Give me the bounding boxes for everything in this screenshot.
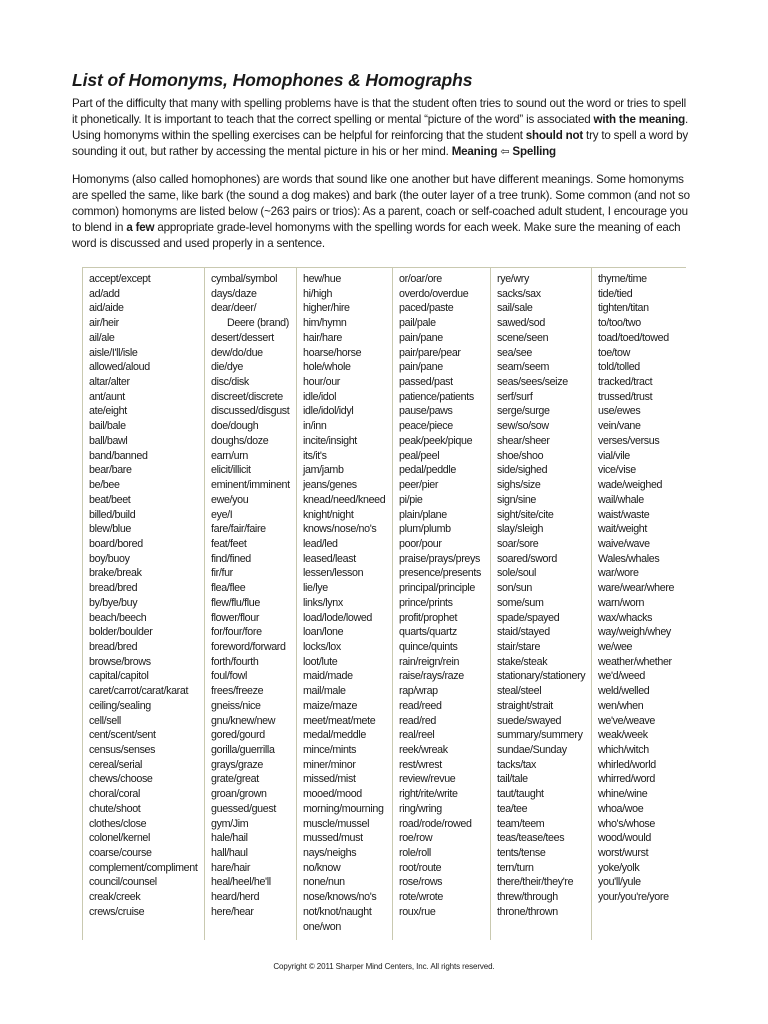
word-column-5: [491, 268, 592, 940]
homonym-entry: sew/so/sow: [497, 420, 549, 433]
homonym-entry: roux/rue: [399, 905, 436, 918]
homonym-entry: thyme/time: [598, 273, 647, 285]
homonym-entry: teas/tease/tees: [497, 832, 565, 845]
homonym-entry: knows/nose/no's: [303, 523, 377, 536]
homonym-entry: threw/through: [497, 891, 558, 904]
homonym-entry: choral/coral: [89, 788, 141, 801]
homonym-entry: chews/choose: [89, 773, 153, 786]
homonym-entry: hi/high: [303, 287, 333, 300]
homonym-entry: ate/eight: [89, 405, 127, 418]
homonym-entry: sighs/size: [497, 479, 541, 492]
homonym-entry: steal/steel: [497, 685, 542, 698]
homonym-entry: sacks/sax: [497, 287, 541, 300]
homonym-entry: beach/beech: [89, 611, 147, 624]
homonym-entry: worst/wurst: [598, 847, 649, 860]
homonym-entry: bolder/boulder: [89, 626, 153, 639]
homonym-entry: taut/taught: [497, 788, 544, 801]
homonym-entry: morning/mourning: [303, 802, 384, 815]
homonym-entry: we/wee: [598, 640, 633, 653]
homonym-entry: team/teem: [497, 817, 545, 830]
copyright-footer: Copyright © 2011 Sharper Mind Centers, Inc. All rights reserved.: [273, 962, 495, 971]
homonym-entry: overdo/overdue: [399, 287, 469, 300]
homonym-entry: verses/versus: [598, 434, 660, 447]
homonym-entry: suede/swayed: [497, 714, 562, 727]
homonym-entry: days/daze: [211, 287, 257, 300]
homonym-entry: spade/spayed: [497, 611, 560, 624]
intro-text-2: . Using homonyms within the spelling exercises can be helpful for reinforcing that the student: [72, 113, 689, 142]
homonym-entry: none/nun: [303, 876, 345, 889]
homonym-entry: yoke/yolk: [598, 861, 640, 874]
homonym-entry: shear/sheer: [497, 434, 550, 447]
homonym-entry: here/hear: [211, 905, 254, 918]
homonym-entry: board/bored: [89, 537, 143, 550]
homonym-entry: disc/disk: [211, 376, 249, 389]
homonym-entry: miner/minor: [303, 758, 356, 771]
homonym-entry: load/lode/lowed: [303, 611, 373, 624]
homonym-entry: weld/welled: [598, 685, 650, 698]
homonym-entry: gnu/knew/new: [211, 714, 276, 727]
homonym-entry: ball/bawl: [89, 434, 128, 447]
word-column-6: [592, 268, 686, 940]
homonym-entry: bail/bale: [89, 420, 126, 433]
homonym-entry: desert/dessert: [211, 331, 274, 344]
homonym-entry: discreet/discrete: [211, 390, 283, 403]
homonym-entry: poor/pour: [399, 537, 442, 550]
homonym-entry: one/won: [303, 920, 341, 933]
homonym-entry: peal/peel: [399, 449, 440, 462]
homonym-entry: tracked/tract: [598, 376, 653, 389]
homonym-entry: weak/week: [598, 729, 648, 742]
homonym-entry: pause/paws: [399, 405, 453, 418]
page-title: List of Homonyms, Homophones & Homographs: [72, 70, 473, 90]
homonym-entry: weather/whether: [598, 655, 672, 668]
homonym-entry: beat/beet: [89, 493, 131, 506]
homonym-entry: sight/site/cite: [497, 508, 554, 521]
homonym-entry: boy/buoy: [89, 552, 130, 565]
homonym-entry: pedal/peddle: [399, 464, 457, 477]
homonym-entry: doe/dough: [211, 420, 259, 433]
homonym-entry: maize/maze: [303, 699, 358, 712]
homonym-entry: toe/tow: [598, 346, 631, 359]
homonym-entry: meet/meat/mete: [303, 714, 376, 727]
homonym-entry: higher/hire: [303, 302, 350, 315]
homonym-entry: browse/brows: [89, 655, 151, 668]
homonym-entry: complement/compliment: [89, 861, 198, 874]
homonym-entry: census/senses: [89, 744, 156, 756]
homonym-entry: grays/graze: [211, 758, 263, 771]
homonyms-paragraph: [72, 172, 692, 252]
homonym-entry: wen/when: [598, 699, 644, 712]
homonym-entry: sea/see: [497, 346, 532, 359]
homonym-entry: we've/weave: [598, 714, 656, 727]
homonym-entry: idle/idol: [303, 390, 337, 403]
homonym-entry: soared/sword: [497, 552, 557, 565]
homonym-entry: heard/herd: [211, 891, 260, 904]
homonym-entry: road/rode/rowed: [399, 817, 472, 830]
homonym-entry: mooed/mood: [303, 788, 362, 801]
homonym-entry: peer/pier: [399, 479, 439, 492]
homonym-entry: passed/past: [399, 376, 453, 389]
homonym-entry: feat/feet: [211, 537, 247, 550]
homonym-entry: we'd/weed: [598, 670, 646, 683]
homonym-entry: paced/paste: [399, 302, 454, 315]
homonym-entry: in/inn: [303, 420, 327, 433]
homonym-entry: waist/waste: [598, 508, 650, 521]
homonym-entry: peace/piece: [399, 420, 453, 433]
homonym-entry: pi/pie: [399, 493, 423, 506]
intro-bold-2: should not: [525, 129, 584, 142]
homonym-entry: hair/hare: [303, 331, 343, 344]
intro-bold-1: with the meaning: [593, 113, 686, 126]
homonym-entry: seas/sees/seize: [497, 376, 568, 389]
homonym-entry: accept/except: [89, 273, 151, 285]
homonym-entry: war/wore: [598, 567, 639, 580]
homonym-entry: aid/aide: [89, 302, 124, 315]
homonym-entry: right/rite/write: [399, 788, 458, 801]
homonym-entry: cent/scent/sent: [89, 729, 156, 742]
homonym-entry: staid/stayed: [497, 626, 550, 639]
homonym-entry: who's/whose: [598, 817, 656, 830]
homonym-entry: muscle/mussel: [303, 817, 370, 830]
homonym-entry: sign/sine: [497, 493, 537, 506]
homonym-entry: medal/meddle: [303, 729, 366, 742]
homonym-entry: reek/wreak: [399, 744, 448, 756]
intro-text-3: try to spell a word by sounding it out, but rather by accessing the mental picture in his or her mind.: [72, 129, 688, 158]
homonym-entry: discussed/disgust: [211, 405, 290, 418]
homonym-entry: whoa/woe: [598, 802, 644, 815]
homonym-entry: colonel/kernel: [89, 832, 151, 845]
homonym-entry: flew/flu/flue: [211, 596, 260, 609]
homonym-entry: lead/led: [303, 537, 338, 550]
homonym-entry: sundae/Sunday: [497, 744, 567, 756]
homonym-entry: altar/alter: [89, 376, 130, 389]
homonym-entry: hoarse/horse: [303, 346, 362, 359]
meaning-label: Meaning: [451, 145, 498, 158]
homonym-entry: vice/vise: [598, 464, 636, 477]
homonym-entry: peak/peek/pique: [399, 434, 473, 447]
homonym-entry: foul/fowl: [211, 670, 248, 683]
homonym-entry: wade/weighed: [598, 479, 663, 492]
homonym-entry: gneiss/nice: [211, 699, 261, 712]
homonym-entry: knead/need/kneed: [303, 493, 386, 506]
homonym-entry: stationary/stationery: [497, 670, 586, 683]
homonym-entry: chute/shoot: [89, 802, 141, 815]
homonym-entry: gorilla/guerrilla: [211, 744, 275, 756]
homonym-entry: groan/grown: [211, 788, 267, 801]
homonym-entry: frees/freeze: [211, 685, 264, 698]
homonym-entry: billed/build: [89, 508, 136, 521]
homonym-entry: whirred/word: [598, 773, 655, 786]
homonym-entry: mince/mints: [303, 744, 357, 756]
homonym-entry: presence/presents: [399, 567, 481, 580]
homonym-entry: whine/wine: [598, 788, 648, 801]
homonym-entry: band/banned: [89, 449, 148, 462]
homonym-entry: wail/whale: [598, 493, 644, 506]
homonym-entry: not/knot/naught: [303, 905, 372, 918]
homonym-entry: you'll/yule: [598, 876, 641, 889]
homonym-entry: air/heir: [89, 317, 119, 330]
homonym-entry: tacks/tax: [497, 758, 537, 771]
homonym-entry: fare/fair/faire: [211, 523, 266, 536]
homonym-entry: forth/fourth: [211, 655, 259, 668]
homonym-entry: role/roll: [399, 847, 431, 860]
homonym-entry: slay/sleigh: [497, 523, 544, 536]
homonym-entry: some/sum: [497, 596, 544, 609]
intro-paragraph: [72, 96, 692, 160]
homonym-entry: clothes/close: [89, 817, 147, 830]
homonym-entry: which/witch: [598, 744, 649, 756]
homonym-entry: rest/wrest: [399, 758, 442, 771]
homonym-entry: coarse/course: [89, 847, 152, 860]
homonym-entry: gym/Jim: [211, 817, 249, 830]
homonym-entry: pail/pale: [399, 317, 436, 330]
homonym-entry: pair/pare/pear: [399, 346, 461, 359]
homonym-entry: rye/wry: [497, 273, 529, 285]
homonym-entry: doughs/doze: [211, 434, 269, 447]
homonym-entry: by/bye/buy: [89, 596, 138, 609]
homonym-entry: roe/row: [399, 832, 433, 845]
homonym-entry: ware/wear/where: [598, 582, 675, 595]
homonym-entry: aisle/I'll/isle: [89, 346, 138, 359]
homonym-entry: sail/sale: [497, 302, 533, 315]
homonym-entry: heal/heel/he'll: [211, 876, 271, 889]
homonym-entry: profit/prophet: [399, 611, 458, 624]
homonym-entry: patience/patients: [399, 390, 474, 403]
homonym-entry: knight/night: [303, 508, 354, 521]
homonym-entry: loan/lone: [303, 626, 344, 639]
homonym-entry: creak/creek: [89, 891, 141, 904]
homonym-entry: for/four/fore: [211, 626, 262, 639]
homonym-entry: hale/hail: [211, 832, 248, 845]
homonym-entry: bread/bred: [89, 582, 138, 595]
homonym-entry: wood/would: [598, 832, 651, 845]
homonym-entry: gored/gourd: [211, 729, 265, 742]
homonym-entry: earn/urn: [211, 449, 249, 462]
homonym-entry: pain/pane: [399, 331, 443, 344]
homonym-entry: idle/idol/idyl: [303, 405, 354, 418]
homonym-entry: flower/flour: [211, 611, 260, 624]
homonym-entry: hall/haul: [211, 847, 248, 860]
homonym-entry: stair/stare: [497, 640, 541, 653]
homonym-entry: lessen/lesson: [303, 567, 364, 580]
homonym-entry: vein/vane: [598, 420, 641, 433]
homonym-entry: soar/sore: [497, 537, 539, 550]
homonym-entry: him/hymn: [303, 317, 347, 330]
homonym-entry: dew/do/due: [211, 346, 263, 359]
homonym-entry: or/oar/ore: [399, 273, 442, 285]
homonym-entry: way/weigh/whey: [598, 626, 671, 639]
homonym-entry: trussed/trust: [598, 390, 653, 403]
homonym-entry: vial/vile: [598, 449, 630, 462]
homonym-entry: sawed/sod: [497, 317, 545, 330]
homonym-entry: raise/rays/raze: [399, 670, 464, 683]
homonym-entry: fir/fur: [211, 567, 233, 580]
homonym-entry: nose/knows/no's: [303, 891, 377, 904]
homonym-entry: your/you're/yore: [598, 891, 669, 904]
homonym-entry: serf/surf: [497, 390, 533, 403]
homonym-entry: lie/lye: [303, 582, 328, 595]
homonym-entry: told/tolled: [598, 361, 640, 374]
homonym-entry: be/bee: [89, 479, 120, 492]
homonym-entry: prince/prints: [399, 596, 453, 609]
homonym-entry: Wales/whales: [598, 552, 660, 565]
homonym-entry: principal/principle: [399, 582, 475, 595]
homonym-entry: whirled/world: [598, 758, 656, 771]
homonym-entry: son/sun: [497, 582, 532, 595]
word-column-4: [393, 268, 491, 940]
homonym-entry: to/too/two: [598, 317, 641, 330]
homonym-entry: maid/made: [303, 670, 353, 683]
homonym-entry: hew/hue: [303, 273, 341, 285]
homonym-entry: warn/worn: [598, 596, 645, 609]
homonym-entry: quince/quints: [399, 640, 458, 653]
homonym-entry: side/sighed: [497, 464, 548, 477]
homonym-entry: allowed/aloud: [89, 361, 150, 374]
homonym-entry: rap/wrap: [399, 685, 438, 698]
homonym-entry: foreword/forward: [211, 640, 286, 653]
homonym-entry: cymbal/symbol: [211, 273, 278, 285]
homonym-entry: ail/ale: [89, 331, 115, 344]
homonym-entry: dear/deer/: [211, 302, 257, 315]
homonym-entry: find/fined: [211, 552, 251, 565]
homonym-entry: council/counsel: [89, 876, 157, 889]
homonym-entry: mail/male: [303, 685, 346, 698]
word-column-3: [297, 268, 393, 940]
homonym-table: [82, 267, 686, 940]
homonym-entry: mussed/must: [303, 832, 363, 845]
homonym-entry: jam/jamb: [303, 464, 344, 477]
homonym-entry: waive/wave: [598, 537, 650, 550]
homonym-entry: real/reel: [399, 729, 435, 742]
homonym-entry: rose/rows: [399, 876, 443, 889]
homonym-entry: rain/reign/rein: [399, 655, 460, 668]
homonyms-bold-1: a few: [126, 221, 155, 234]
homonym-entry: brake/break: [89, 567, 142, 580]
homonym-entry: rote/wrote: [399, 891, 444, 904]
homonym-entry: die/dye: [211, 361, 244, 374]
homonym-entry: read/red: [399, 714, 437, 727]
intro-text-1: Part of the difficulty that many with spelling problems have is that the student often tries to sound out the word or tries to spell it phonetically. It is important to teach that the correct spelling or mental “picture of the word” is associated: [72, 97, 686, 126]
homonym-entry: grate/great: [211, 773, 259, 786]
homonym-entry: tighten/titan: [598, 302, 649, 315]
homonyms-text-2: appropriate grade-level homonyms with the spelling words for each week. Make sure the meaning of each word is discussed and used properly in a sentence.: [72, 221, 681, 250]
homonym-entry: ant/aunt: [89, 390, 125, 403]
homonym-entry: praise/prays/preys: [399, 552, 481, 565]
homonym-entry: cell/sell: [89, 714, 121, 727]
spelling-label: Spelling: [512, 145, 556, 158]
homonym-entry: nays/neighs: [303, 847, 357, 860]
homonym-entry: tern/turn: [497, 861, 534, 874]
homonym-entry: locks/lox: [303, 640, 341, 653]
homonym-entry: scene/seen: [497, 331, 549, 344]
homonym-entry: missed/mist: [303, 773, 356, 786]
homonym-entry: cereal/serial: [89, 758, 143, 771]
homonym-entry: throne/thrown: [497, 905, 558, 918]
homonym-entry: tail/tale: [497, 773, 528, 786]
homonym-entry: root/route: [399, 861, 442, 874]
word-column-1: [82, 268, 205, 940]
homonym-entry: summary/summery: [497, 729, 583, 742]
homonym-entry: wax/whacks: [598, 611, 653, 624]
homonym-entry: flea/flee: [211, 582, 246, 595]
homonym-entry: loot/lute: [303, 655, 338, 668]
homonym-entry: review/revue: [399, 773, 456, 786]
homonym-entry: plain/plane: [399, 508, 447, 521]
homonym-entry: caret/carrot/carat/karat: [89, 685, 189, 698]
homonym-entry: ewe/you: [211, 493, 249, 506]
homonym-entry: tents/tense: [497, 847, 546, 860]
homonym-entry: its/it's: [303, 449, 327, 462]
homonym-entry: links/lynx: [303, 596, 343, 609]
homonym-entry: sole/soul: [497, 567, 537, 580]
homonym-entry: wait/weight: [598, 523, 648, 536]
homonym-entry: ceiling/sealing: [89, 699, 151, 712]
homonym-entry: Deere (brand): [227, 317, 289, 330]
homonym-entry: plum/plumb: [399, 523, 451, 536]
homonym-entry: tide/tied: [598, 287, 633, 300]
homonym-entry: there/their/they're: [497, 876, 574, 889]
homonym-entry: use/ewes: [598, 405, 641, 418]
homonym-entry: bear/bare: [89, 464, 132, 477]
homonym-entry: leased/least: [303, 552, 356, 565]
homonyms-text-1: Homonyms (also called homophones) are words that sound like one another but have different meanings. Some homonyms are spelled the same, like bark (the sound a dog makes) and bark (the outer layer of a tree trunk). Some common (and not so common) homonyms are listed below (~263 pairs or trios): As a parent, coach or self-coached adult student, I encourage you to blend in: [72, 173, 690, 234]
homonym-entry: guessed/guest: [211, 802, 276, 815]
homonym-entry: seam/seem: [497, 361, 550, 374]
homonym-entry: incite/insight: [303, 434, 357, 447]
homonym-entry: ring/wring: [399, 802, 442, 815]
homonym-entry: quarts/quartz: [399, 626, 457, 639]
homonym-entry: no/know: [303, 861, 341, 874]
homonym-entry: crews/cruise: [89, 905, 145, 918]
homonym-entry: hole/whole: [303, 361, 351, 374]
homonym-entry: straight/strait: [497, 699, 553, 712]
homonym-entry: pain/pane: [399, 361, 443, 374]
homonym-entry: blew/blue: [89, 523, 132, 536]
homonym-entry: read/reed: [399, 699, 442, 712]
word-column-2: [205, 268, 297, 940]
homonym-entry: ad/add: [89, 287, 120, 300]
homonym-entry: eminent/imminent: [211, 479, 290, 492]
homonym-entry: serge/surge: [497, 405, 550, 418]
double-arrow-icon: ⇦: [500, 146, 510, 158]
homonym-entry: hare/hair: [211, 861, 251, 874]
homonym-entry: stake/steak: [497, 655, 548, 668]
homonym-entry: hour/our: [303, 376, 341, 389]
homonym-entry: jeans/genes: [303, 479, 357, 492]
homonym-entry: tea/tee: [497, 802, 528, 815]
homonym-entry: toad/toed/towed: [598, 331, 669, 344]
homonym-entry: elicit/illicit: [211, 464, 251, 477]
homonym-entry: eye/I: [211, 508, 233, 521]
homonym-entry: bread/bred: [89, 640, 138, 653]
homonym-entry: shoe/shoo: [497, 449, 544, 462]
homonym-entry: capital/capitol: [89, 670, 149, 683]
